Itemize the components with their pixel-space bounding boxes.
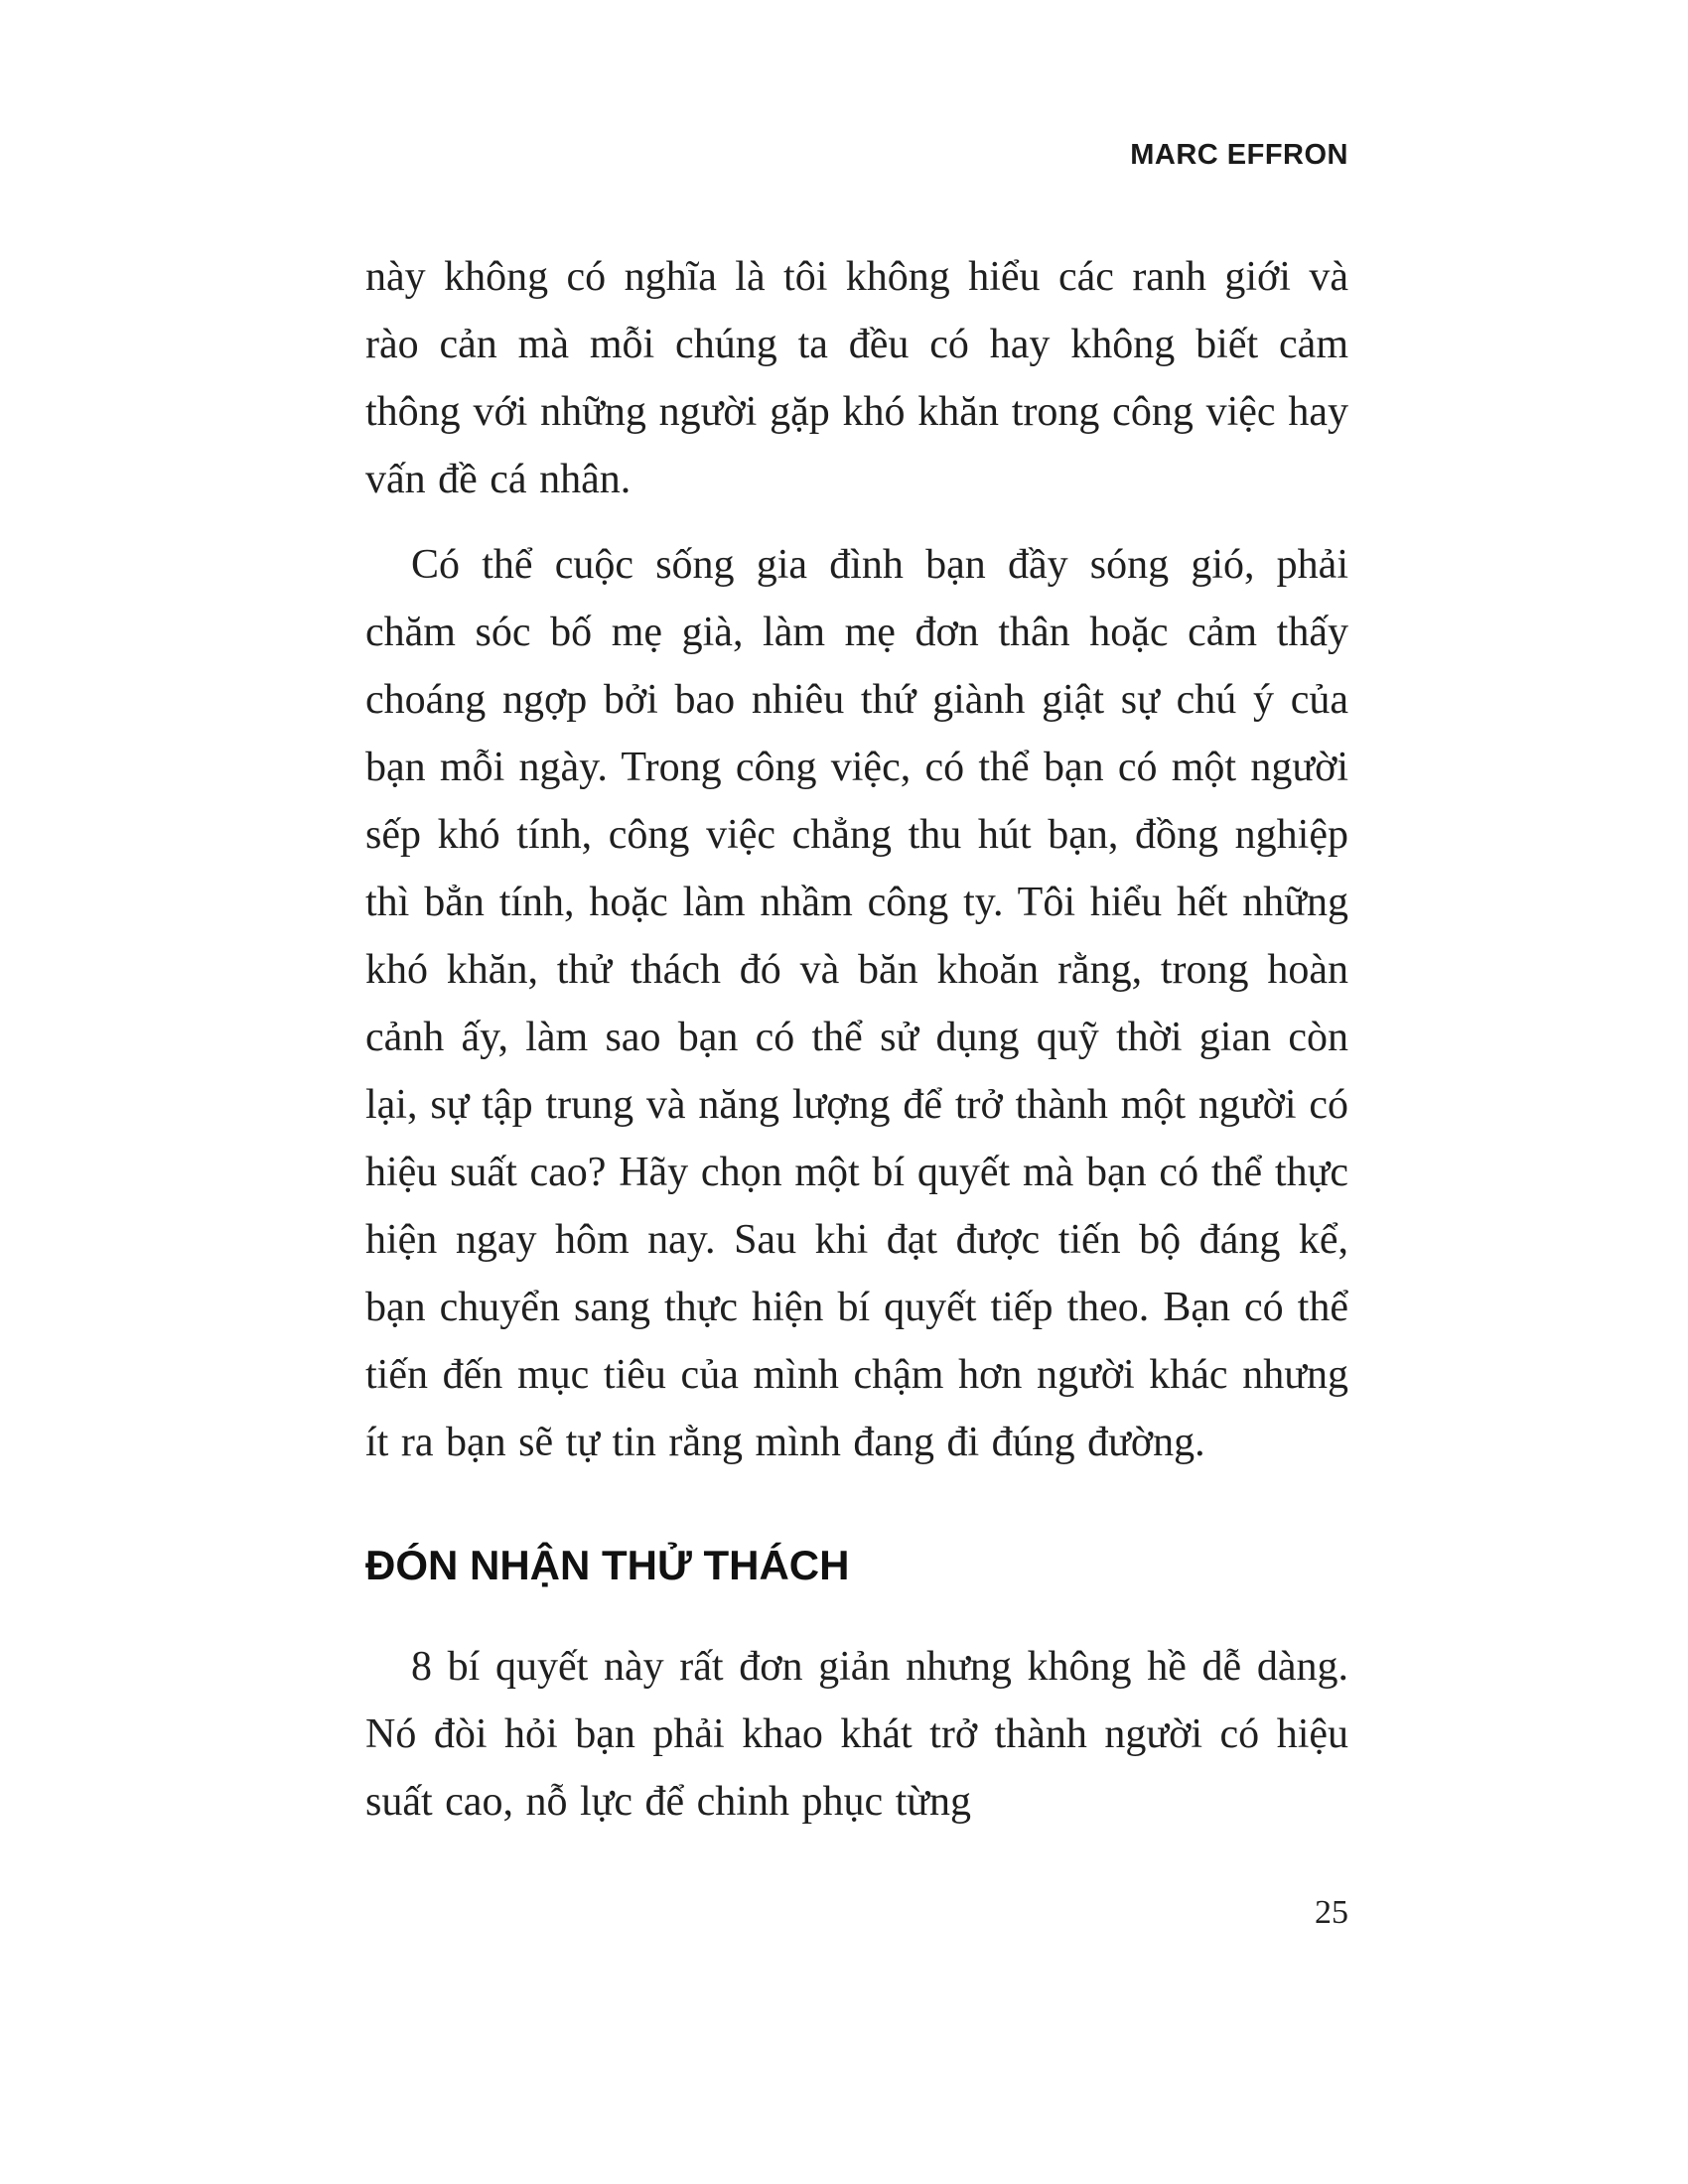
paragraph-continuation: này không có nghĩa là tôi không hiểu các ranh giới và rào cản mà mỗi chúng ta đều có hay không biết cảm thông với những người gặp khó khăn trong công việc hay vấn đề cá nhân. <box>365 254 1348 502</box>
section-heading: ĐÓN NHẬN THỬ THÁCH <box>365 1542 850 1588</box>
content-column <box>365 139 1348 1853</box>
running-header: MARC EFFRON <box>1130 139 1348 171</box>
paragraph-body: Có thể cuộc sống gia đình bạn đầy sóng gió, phải chăm sóc bố mẹ già, làm mẹ đơn thân hoặc cảm thấy choáng ngợp bởi bao nhiêu thứ giành giật sự chú ý của bạn mỗi ngày. Trong công việc, có thể bạn có một người sếp khó tính, công việc chẳng thu hút bạn, đồng nghiệp thì bẳn tính, hoặc làm nhầm công ty. Tôi hiểu hết những khó khăn, thử thách đó và băn khoăn rằng, trong hoàn cảnh ấy, làm sao bạn có thể sử dụng quỹ thời gian còn lại, sự tập trung và năng lượng để trở thành một người có hiệu suất cao? Hãy chọn một bí quyết mà bạn có thể thực hiện ngay hôm nay. Sau khi đạt được tiến bộ đáng kể, bạn chuyển sang thực hiện bí quyết tiếp theo. Bạn có thể tiến đến mục tiêu của mình chậm hơn người khác nhưng ít ra bạn sẽ tự tin rằng mình đang đi đúng đường. <box>365 542 1348 1465</box>
paragraph-body: 8 bí quyết này rất đơn giản nhưng không hề dễ dàng. Nó đòi hỏi bạn phải khao khát trở thành người có hiệu suất cao, nỗ lực để chinh phục từng <box>365 1644 1348 1825</box>
page-number: 25 <box>1315 1894 1348 1931</box>
